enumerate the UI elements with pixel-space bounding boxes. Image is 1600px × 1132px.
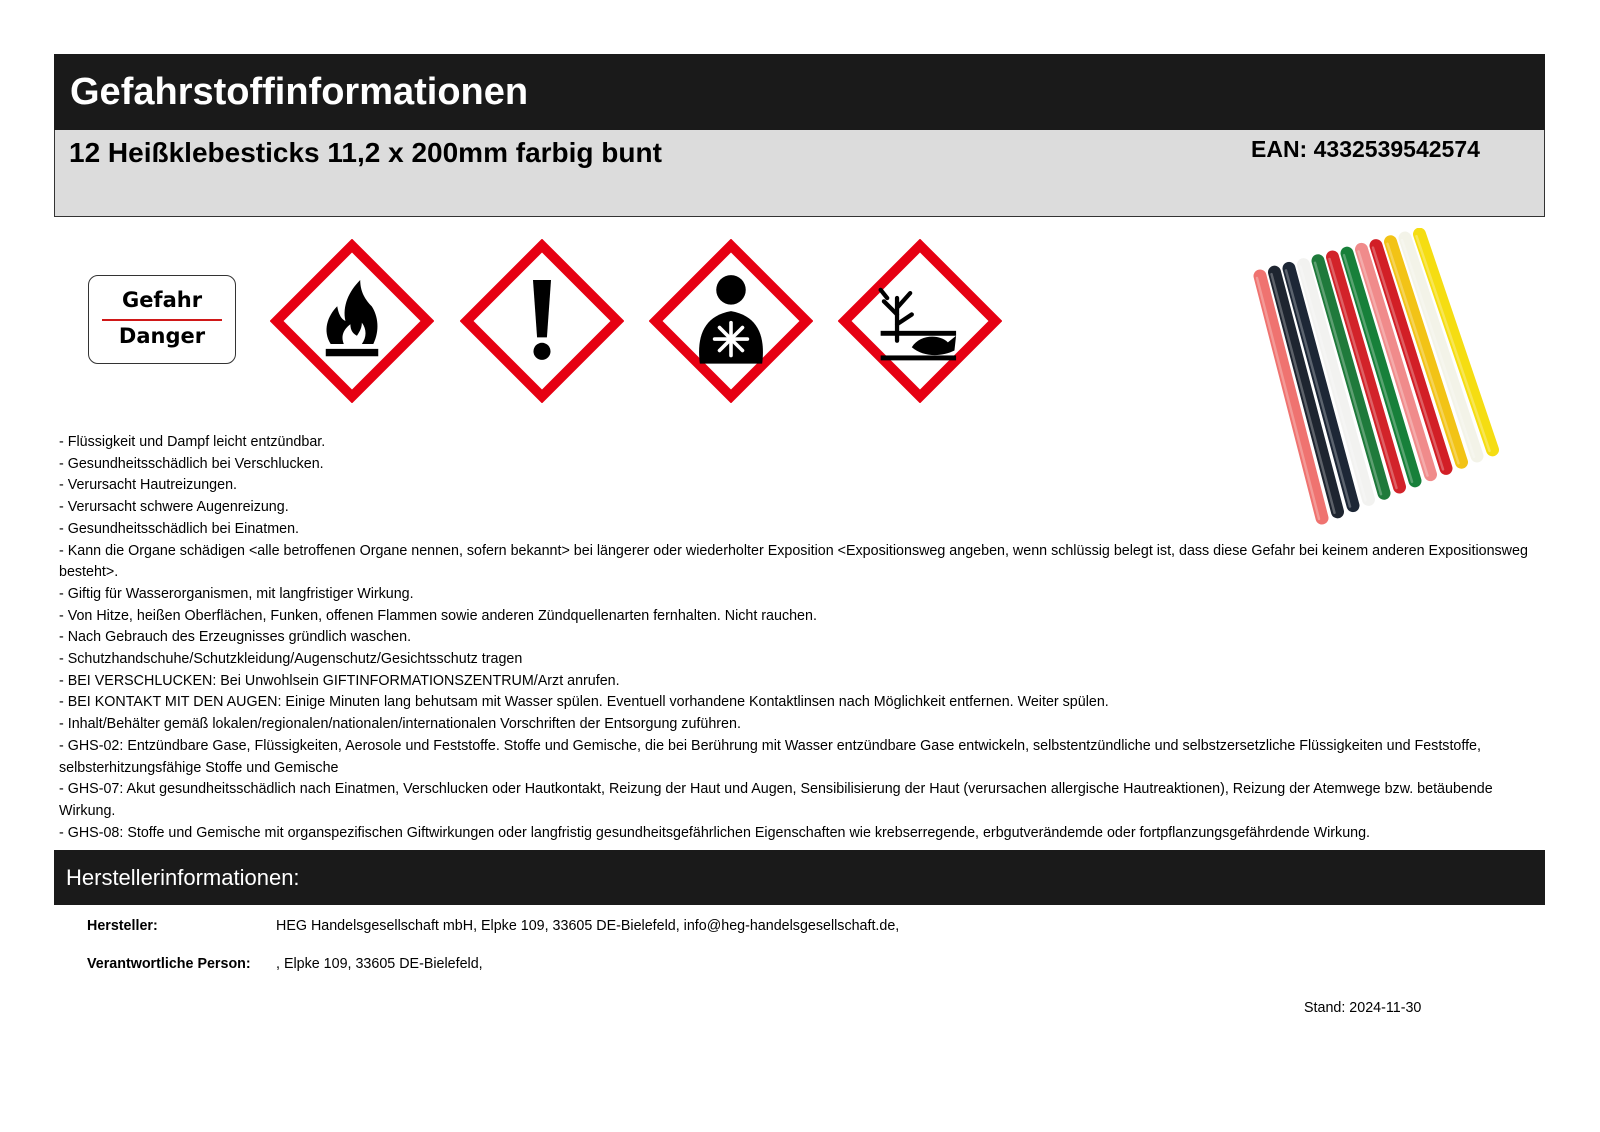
hazard-statement: - BEI KONTAKT MIT DEN AUGEN: Einige Minuten lang behutsam mit Wasser spülen. Eventuell vorhandene Kontaktlinsen nach Möglichkeit entfernen. Weiter spülen. bbox=[59, 694, 1109, 711]
hazard-statement: - BEI VERSCHLUCKEN: Bei Unwohlsein GIFTINFORMATIONSZENTRUM/Arzt anrufen. bbox=[59, 672, 620, 689]
exclamation-mark-icon bbox=[460, 239, 624, 403]
environment-icon bbox=[838, 239, 1002, 403]
product-name: 12 Heißklebesticks 11,2 x 200mm farbig bunt bbox=[69, 137, 662, 168]
hazard-statement: - Gesundheitsschädlich bei Einatmen. bbox=[59, 520, 300, 537]
hazard-statement: - GHS-08: Stoffe und Gemische mit organspezifischen Giftwirkungen oder langfristig gesundheitsgefährlichen Eigenschaften wie krebserregende, erbgutverändemde oder fortpflanzungsgefährdende Wirkung. bbox=[59, 824, 1371, 841]
stand-date: Stand: 2024-11-30 bbox=[1304, 1000, 1422, 1016]
hazard-statement: - GHS-07: Akut gesundheitsschädlich nach Einatmen, Verschlucken oder Hautkontakt, Reizung der Haut und Augen, Sensibilisierung der Haut (verursachen allergische Hautreaktionen), Reizung der Atemwege bzw. betäubende Wirkung. bbox=[59, 781, 1493, 819]
signal-word-box bbox=[88, 275, 236, 364]
manufacturer-bar bbox=[54, 850, 1545, 905]
manufacturer-heading: Herstellerinformationen: bbox=[66, 865, 300, 890]
hazard-statement: - Inhalt/Behälter gemäß lokalen/regionalen/nationalen/internationalen Vorschriften der Entsorgung zuführen. bbox=[59, 716, 741, 733]
hazard-statement: - Schutzhandschuhe/Schutzkleidung/Augenschutz/Gesichtsschutz tragen bbox=[59, 651, 523, 668]
ean-number: EAN: 4332539542574 bbox=[1251, 136, 1480, 162]
title-bar bbox=[54, 54, 1545, 130]
signal-word-en: Danger bbox=[118, 324, 206, 348]
health-hazard-icon bbox=[649, 239, 813, 403]
manufacturer-label: Hersteller: bbox=[87, 918, 158, 934]
hazard-statement: - Nach Gebrauch des Erzeugnisses gründlich waschen. bbox=[59, 629, 412, 646]
hazard-statement: - Giftig für Wasserorganismen, mit langfristiger Wirkung. bbox=[59, 585, 414, 602]
product-box bbox=[54, 130, 1545, 217]
signal-word-de: Gefahr bbox=[121, 288, 203, 312]
hazard-statement: - Gesundheitsschädlich bei Verschlucken. bbox=[59, 455, 324, 472]
responsible-person-label: Verantwortliche Person: bbox=[87, 956, 251, 972]
hazard-statement: - Von Hitze, heißen Oberflächen, Funken, offenen Flammen sowie anderen Zündquellenarten fernhalten. Nicht rauchen. bbox=[59, 607, 817, 624]
hazard-statement: - GHS-02: Entzündbare Gase, Flüssigkeiten, Aerosole und Feststoffe. Stoffe und Gemische, die bei Berührung mit Wasser entzündbare Gase entwickeln, selbstentzündliche und selbstzersetzliche Flüssigkeiten und Feststoffe, selbsterhitzungsfähige Stoffe und Gemische bbox=[59, 737, 1481, 776]
hazard-statement: - Verursacht Hautreizungen. bbox=[59, 477, 238, 494]
signal-word-divider bbox=[102, 319, 222, 321]
hazard-statement: - Verursacht schwere Augenreizung. bbox=[59, 499, 289, 516]
page-title: Gefahrstoffinformationen bbox=[70, 71, 529, 113]
hazard-statement: - Flüssigkeit und Dampf leicht entzündbar. bbox=[59, 434, 326, 450]
manufacturer-value: HEG Handelsgesellschaft mbH, Elpke 109, 33605 DE-Bielefeld, info@heg-handelsgesellschaft.de, bbox=[276, 918, 900, 934]
hazard-statements-list bbox=[59, 432, 1545, 850]
responsible-person-value: , Elpke 109, 33605 DE-Bielefeld, bbox=[276, 956, 483, 972]
hazard-statement: - Kann die Organe schädigen <alle betroffenen Organe nennen, sofern bekannt> bei längerer oder wiederholter Exposition <Expositionsweg angeben, wenn schlüssig belegt ist, dass diese Gefahr bei keinem anderen Expositionsweg besteht>. bbox=[59, 542, 1528, 581]
flame-icon bbox=[270, 239, 434, 403]
